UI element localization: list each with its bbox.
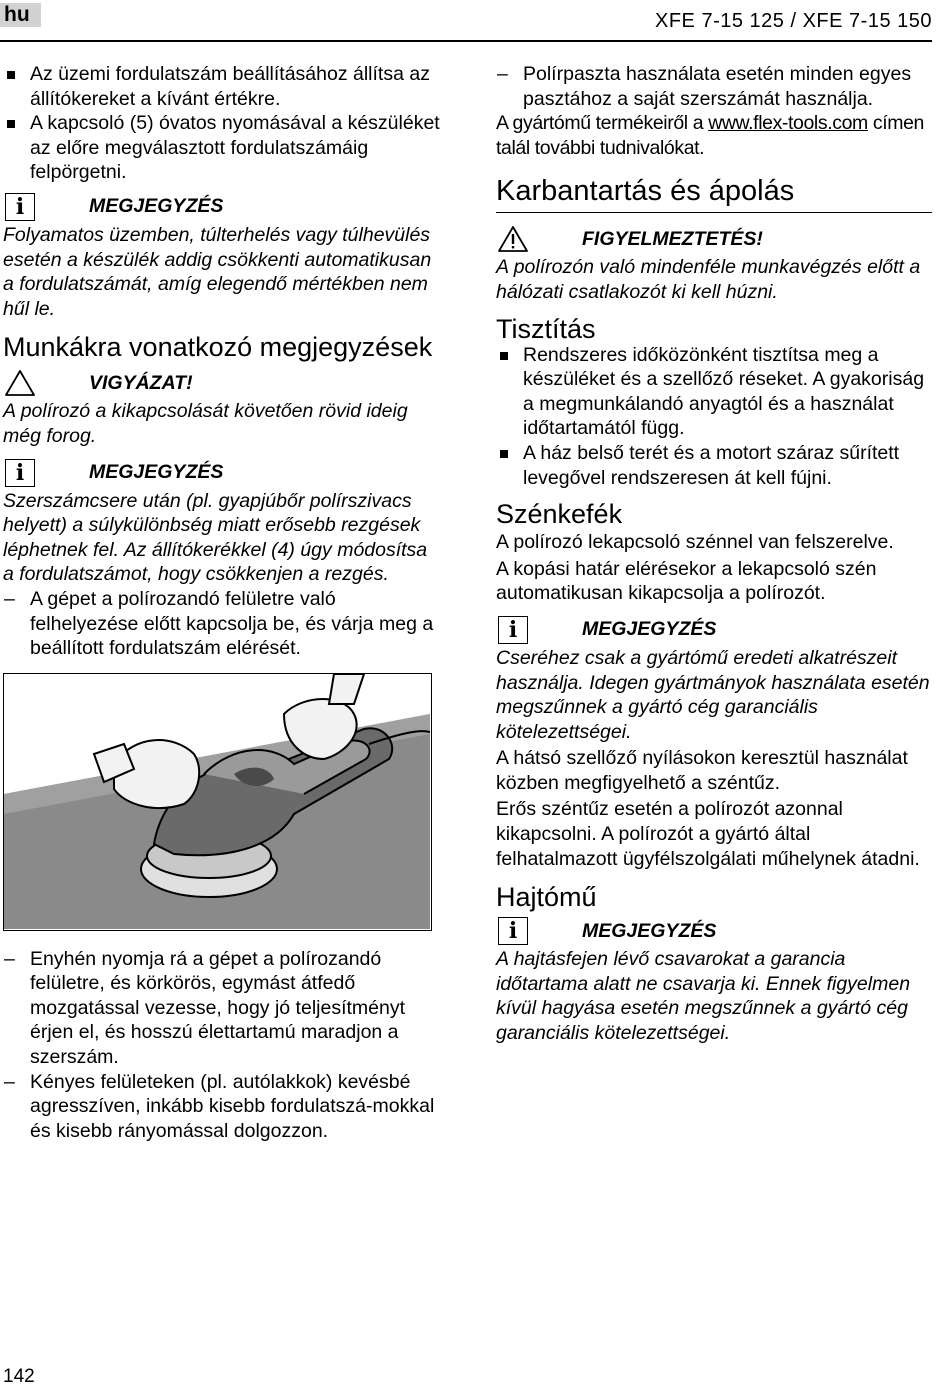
square-bullet-icon xyxy=(7,120,15,128)
list-item: Rendszeres időközönként tisztítsa meg a készüléket és a szellőző réseket. A gyakoriság a megmunkálandó anyagtól és a használat időtartamától függ. xyxy=(496,343,932,441)
note-title: MEGJEGYZÉS xyxy=(89,461,224,484)
info-icon: i xyxy=(3,458,37,488)
right-column xyxy=(496,62,932,1046)
note-header xyxy=(3,191,443,223)
info-paragraph: A gyártómű termékeiről a www.flex-tools.com címen talál további tudnivalókat. xyxy=(496,112,924,159)
caution-text: A polírozó a kikapcsolását követően rövid ideig még forog. xyxy=(3,400,408,447)
note-header xyxy=(3,457,443,489)
warning-title: FIGYELMEZTETÉS! xyxy=(582,227,763,250)
note-header xyxy=(496,915,932,947)
note-text: A hajtásfejen lévő csavarokat a garancia időtartama alatt ne csavarja ki. Ennek figyelmen kívül hagyása esetén megszűnnek a gyártó cég garanciális kötelezettségei. xyxy=(496,948,911,1045)
note-header xyxy=(496,614,932,646)
website-link[interactable]: www.flex-tools.com xyxy=(708,112,868,135)
list-item: – A gépet a polírozandó felületre való felhelyezése előtt kapcsolja be, és várja meg a beállított fordulatszám elérését. xyxy=(4,587,434,660)
warning-triangle-icon xyxy=(3,368,37,398)
section-heading: Hajtómű xyxy=(496,882,597,913)
note-title: MEGJEGYZÉS xyxy=(582,919,717,942)
square-bullet-icon xyxy=(500,450,508,458)
polisher-illustration xyxy=(3,673,432,931)
list-item: Az üzemi fordulatszám beállításához állítsa az állítókereket a kívánt értékre. xyxy=(3,62,443,111)
main-heading: Karbantartás és ápolás xyxy=(496,174,932,213)
header-divider xyxy=(0,40,932,42)
square-bullet-icon xyxy=(500,352,508,360)
model-title: XFE 7-15 125 / XFE 7-15 150 xyxy=(655,10,932,32)
list-item: A ház belső terét és a motort száraz sűrített levegővel rendszeresen át kell fújni. xyxy=(496,441,932,490)
note-title: MEGJEGYZÉS xyxy=(582,618,717,641)
section-heading: Tisztítás xyxy=(496,313,596,344)
left-column xyxy=(3,62,443,1143)
warning-exclamation-triangle-icon xyxy=(496,224,530,254)
list-item: – Enyhén nyomja rá a gépet a polírozandó felületre, és körkörös, egymást átfedő mozgatással vezesse, hogy jó teljesítményt érjen el, és hosszú élettartamú maradjon a szerszám. xyxy=(4,947,406,1069)
paragraph: A kopási határ elérésekor a lekapcsoló szén automatikusan kikapcsolja a polírozót. xyxy=(496,557,877,605)
page-number: 142 xyxy=(3,1366,35,1387)
paragraph: A polírozó lekapcsoló szénnel van felszerelve. xyxy=(496,531,894,554)
section-heading: Szénkefék xyxy=(496,499,623,530)
list-item: A kapcsoló (5) óvatos nyomásával a készüléket az előre megválasztott fordulatszámáig felpörgetni. xyxy=(3,111,443,185)
info-icon: i xyxy=(496,916,530,946)
note-text: Szerszámcsere után (pl. gyapjúbőr polírszivacs helyett) a súlykülönbség miatt erősebb rezgések léphetnek fel. Az állítókerékkel (4) úgy módosítsa a fordulatszámot, hogy csökkenjen a rezgés. xyxy=(3,489,428,586)
square-bullet-icon xyxy=(7,71,15,79)
caution-header xyxy=(3,367,443,399)
note-text: Cseréhez csak a gyártómű eredeti alkatrészeit használja. Idegen gyártmányok használata esetén megszűnnek a gyártó cég garanciális kötelezettségei. xyxy=(496,646,930,743)
list-item: – Kényes felületeken (pl. autólakkok) kevésbé agresszíven, inkább kisebb fordulatszá-mokkal és kisebb rányomással dolgozzon. xyxy=(4,1070,435,1142)
section-heading: Munkákra vonatkozó megjegyzések xyxy=(3,332,433,363)
warning-header xyxy=(496,223,932,255)
paragraph: A hátsó szellőző nyílásokon keresztül használat közben megfigyelhető a széntűz. xyxy=(496,747,908,794)
warning-text: A polírozón való mindenféle munkavégzés előtt a hálózati csatlakozót ki kell húzni. xyxy=(496,256,921,303)
info-icon: i xyxy=(496,615,530,645)
caution-title: VIGYÁZAT! xyxy=(89,371,193,394)
note-title: MEGJEGYZÉS xyxy=(89,195,224,218)
language-badge: hu xyxy=(0,3,41,27)
list-item: – Polírpaszta használata esetén minden egyes pasztához a saját szerszámát használja. xyxy=(497,63,912,110)
info-icon: i xyxy=(3,192,37,222)
note-text: Folyamatos üzemben, túlterhelés vagy túlhevülés esetén a készülék addig csökkenti automatikusan a fordulatszámát, amíg elegendő mértékben nem hűl le. xyxy=(3,223,432,320)
paragraph: Erős széntűz esetén a polírozót azonnal kikapcsolni. A polírozót a gyártó által felhatalmazott ügyfélszolgálati műhelynek átadni. xyxy=(496,798,920,870)
